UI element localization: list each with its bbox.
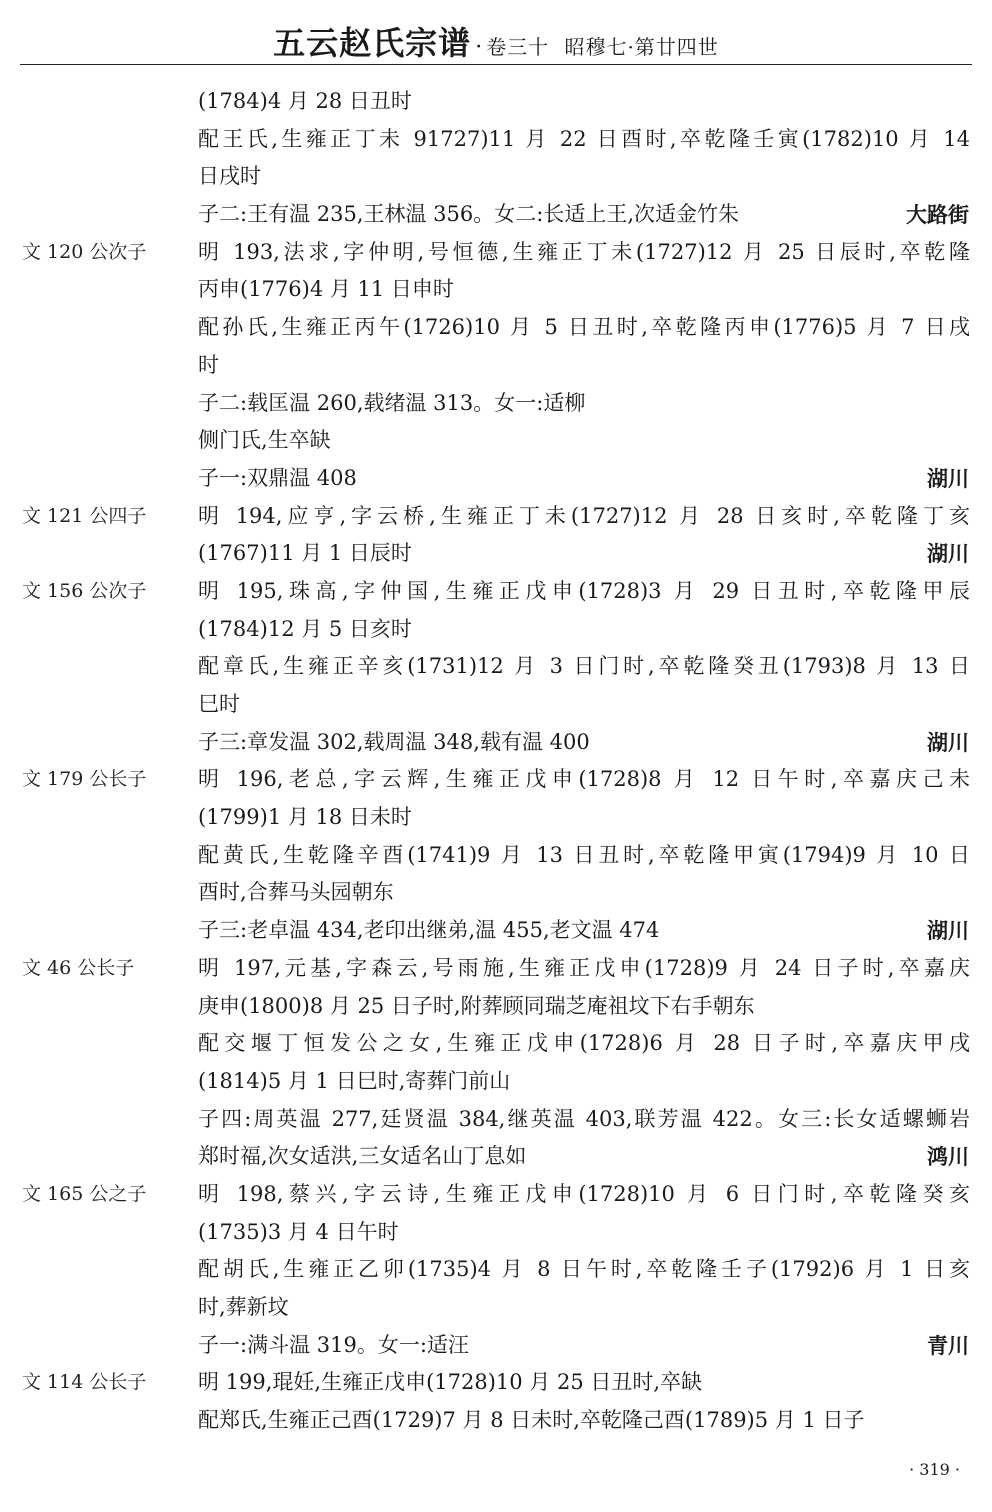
residence-place: 湖川 <box>927 918 969 944</box>
entry-text: 配交堰丁恒发公之女,生雍正戊申(1728)6 月 28 日子时,卒嘉庆甲戌 <box>198 1031 970 1056</box>
entry-text: 时 <box>198 352 219 377</box>
entry-line <box>0 309 992 347</box>
entry-line <box>0 874 992 912</box>
entry-text: 明 195,珠高,字仲国,生雍正戊申(1728)3 月 29 日丑时,卒乾隆甲辰 <box>198 578 970 603</box>
residence-place: 湖川 <box>927 729 969 755</box>
residence-place: 鸿川 <box>927 1144 969 1170</box>
residence-place: 青川 <box>927 1332 969 1358</box>
parent-label: 文 120 公次子 <box>22 240 147 263</box>
entry-line <box>0 761 992 799</box>
entry-line <box>0 121 992 159</box>
residence-place: 大路街 <box>906 202 969 228</box>
entry-line <box>0 1101 992 1139</box>
residence-place: 湖川 <box>927 465 969 491</box>
entry-text: 侧门氏,生卒缺 <box>198 428 331 453</box>
entry-text: 明 196,老总,字云辉,生雍正戊申(1728)8 月 12 日午时,卒嘉庆己未 <box>198 767 970 792</box>
entry-text: (1767)11 月 1 日辰时 <box>198 541 412 566</box>
entry-line <box>0 83 992 121</box>
entry-text: 庚申(1800)8 月 25 日子时,附葬顾同瑞芝庵祖坟下右手朝东 <box>198 993 755 1018</box>
entry-text: 配王氏,生雍正丁未 91727)11 月 22 日酉时,卒乾隆壬寅(1782)10 月 14 <box>198 126 970 151</box>
header-rule <box>20 64 972 65</box>
parent-label: 文 121 公四子 <box>22 504 147 527</box>
parent-label: 文 114 公长子 <box>22 1371 147 1394</box>
title-separator: · <box>475 35 483 60</box>
entry-text: 子三:章发温 302,载周温 348,载有温 400 <box>198 729 590 754</box>
entry-text: (1799)1 月 18 日未时 <box>198 805 412 830</box>
entry-text: 明 198,蔡兴,字云诗,生雍正戊申(1728)10 月 6 日门时,卒乾隆癸亥 <box>198 1181 970 1206</box>
parent-label: 文 156 公次子 <box>22 579 147 602</box>
entry-line <box>0 799 992 837</box>
entry-line <box>0 1364 992 1402</box>
entry-line <box>0 1025 992 1063</box>
entry-line <box>0 648 992 686</box>
entry-line <box>0 1063 992 1101</box>
entry-line <box>0 837 992 875</box>
entry-line <box>0 1176 992 1214</box>
entry-text: 配郑氏,生雍正己酉(1729)7 月 8 日未时,卒乾隆己酉(1789)5 月 1 日子 <box>198 1408 865 1433</box>
parent-label: 文 165 公之子 <box>22 1182 147 1205</box>
entry-text: (1784)4 月 28 日丑时 <box>198 89 412 113</box>
entry-text: 明 193,法求,字仲明,号恒德,生雍正丁未(1727)12 月 25 日辰时,卒乾隆 <box>198 239 970 264</box>
entry-text: 子二:载匡温 260,载绪温 313。女一:适柳 <box>198 390 586 415</box>
entry-line <box>0 271 992 309</box>
entry-text: 配孙氏,生雍正丙午(1726)10 月 5 日丑时,卒乾隆丙申(1776)5 月 7 日戌 <box>198 315 970 340</box>
entry-line <box>0 573 992 611</box>
entry-text: 配章氏,生雍正辛亥(1731)12 月 3 日门时,卒乾隆癸丑(1793)8 月 13 日 <box>198 654 970 679</box>
page-header <box>0 18 992 64</box>
entry-text: 子四:周英温 277,廷贤温 384,继英温 403,联芳温 422。女三:长女适螺蛳岩 <box>198 1106 970 1131</box>
entry-line <box>0 950 992 988</box>
section-label: 昭穆七·第廿四世 <box>564 35 719 59</box>
entry-line <box>0 234 992 272</box>
page-number: · 319 · <box>909 1460 960 1479</box>
entry-text: 明 197,元基,字森云,号雨施,生雍正戊申(1728)9 月 24 日子时,卒嘉庆 <box>198 955 970 980</box>
entry-line <box>0 1402 992 1440</box>
entry-text: 日戌时 <box>198 164 261 189</box>
entry-text: 子一:满斗温 319。女一:适汪 <box>198 1332 469 1357</box>
entry-text: 巳时 <box>198 692 240 716</box>
entry-line <box>0 611 992 649</box>
entry-line <box>0 988 992 1026</box>
entry-text: 酉时,合葬马头园朝东 <box>198 880 394 905</box>
entry-text: 丙申(1776)4 月 11 日申时 <box>198 277 454 302</box>
entry-line <box>0 535 992 573</box>
entry-line <box>0 498 992 536</box>
entry-text: 郑时福,次女适洪,三女适名山丁息如 <box>198 1144 527 1169</box>
entry-line <box>0 1289 992 1327</box>
entry-line <box>0 196 992 234</box>
entry-line <box>0 724 992 762</box>
entry-line <box>0 347 992 385</box>
entry-line <box>0 385 992 423</box>
parent-label: 文 179 公长子 <box>22 768 147 791</box>
entry-line <box>0 158 992 196</box>
entry-text: 配黄氏,生乾隆辛酉(1741)9 月 13 日丑时,卒乾隆甲寅(1794)9 月 10 日 <box>198 842 970 867</box>
entry-line <box>0 912 992 950</box>
parent-label: 文 46 公长子 <box>22 956 135 979</box>
entry-text: 子一:双鼎温 408 <box>198 465 357 490</box>
entry-line <box>0 422 992 460</box>
residence-place: 湖川 <box>927 541 969 567</box>
entry-line <box>0 460 992 498</box>
volume-label: 卷三十 <box>486 35 550 59</box>
entry-text: 子二:王有温 235,王林温 356。女二:长适上王,次适金竹朱 <box>198 202 740 227</box>
genealogy-entries <box>0 83 992 1440</box>
entry-line <box>0 1327 992 1365</box>
book-title: 五云赵氏宗谱 <box>273 24 472 62</box>
entry-line <box>0 1214 992 1252</box>
entry-text: (1784)12 月 5 日亥时 <box>198 616 412 641</box>
entry-text: 明 199,琨妊,生雍正戊申(1728)10 月 25 日丑时,卒缺 <box>198 1370 703 1395</box>
entry-line <box>0 1138 992 1176</box>
entry-text: 明 194,应亨,字云桥,生雍正丁未(1727)12 月 28 日亥时,卒乾隆丁亥 <box>198 503 970 528</box>
entry-text: (1814)5 月 1 日巳时,寄葬门前山 <box>198 1068 511 1093</box>
entry-line <box>0 1251 992 1289</box>
entry-text: 子三:老卓温 434,老印出继弟,温 455,老文温 474 <box>198 918 660 943</box>
entry-text: 配胡氏,生雍正乙卯(1735)4 月 8 日午时,卒乾隆壬子(1792)6 月 1 日亥 <box>198 1257 970 1282</box>
entry-text: (1735)3 月 4 日午时 <box>198 1219 399 1244</box>
entry-line <box>0 686 992 724</box>
entry-text: 时,葬新坟 <box>198 1295 289 1319</box>
